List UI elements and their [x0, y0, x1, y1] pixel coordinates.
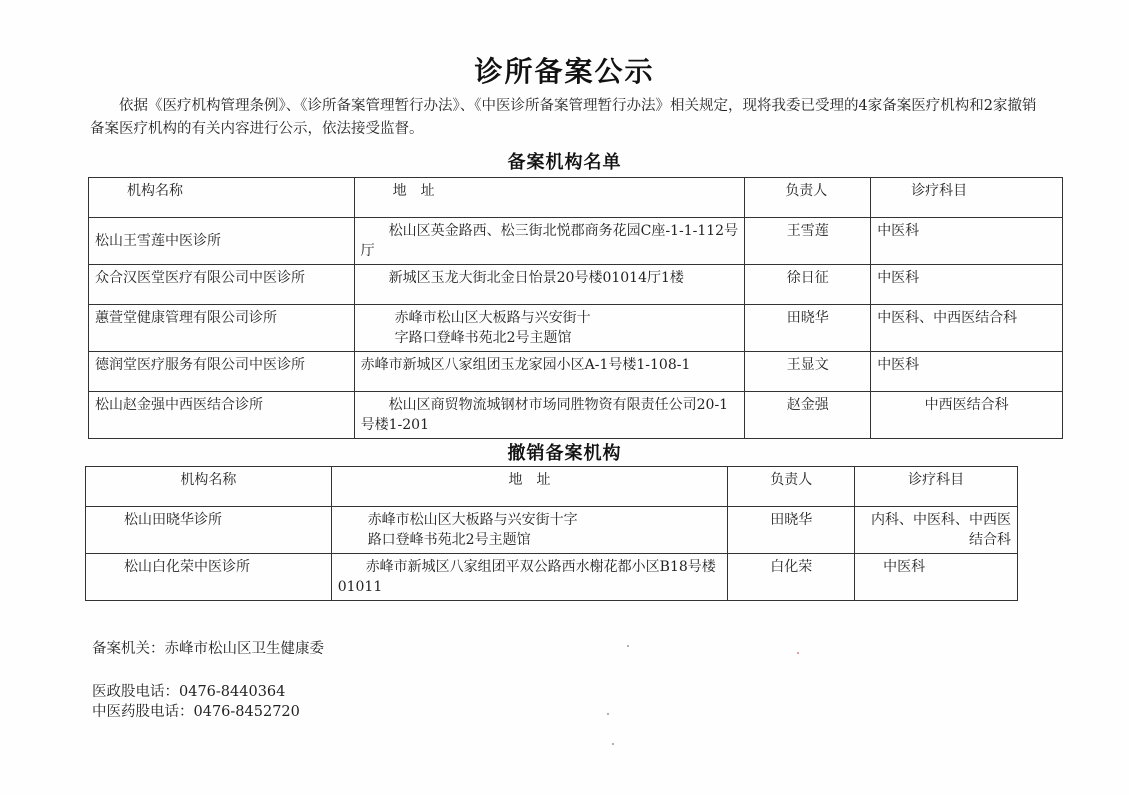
org-person: 徐日征 — [745, 265, 871, 305]
revoked-header-row — [86, 467, 1018, 507]
scan-speck — [607, 713, 609, 715]
org-person: 王雪莲 — [745, 218, 871, 265]
table-row — [89, 352, 1063, 392]
org-name: 松山王雪莲中医诊所 — [89, 218, 355, 265]
org-address: 松山区商贸物流城钢材市场同胜物资有限责任公司20-1号楼1-201 — [354, 392, 745, 439]
scan-speck — [612, 743, 614, 745]
revoked-section-title: 撤销备案机构 — [507, 443, 622, 464]
header-subjects: 诊疗科目 — [855, 467, 1018, 507]
phone-tcm: 中医药股电话：0476-8452720 — [92, 704, 300, 720]
header-address: 地 址 — [331, 467, 728, 507]
org-subjects: 中医科 — [871, 352, 1063, 392]
org-address: 赤峰市松山区大板路与兴安街十字路口登峰书苑北2号主题馆 — [331, 507, 728, 554]
table-row — [89, 265, 1063, 305]
filed-section-title: 备案机构名单 — [507, 152, 622, 173]
org-name: 德润堂医疗服务有限公司中医诊所 — [89, 352, 355, 392]
org-subjects: 中医科 — [871, 218, 1063, 265]
org-address: 新城区玉龙大街北金日怡景20号楼01014厅1楼 — [354, 265, 745, 305]
header-name: 机构名称 — [86, 467, 332, 507]
org-person: 王显文 — [745, 352, 871, 392]
header-person: 负责人 — [745, 178, 871, 218]
org-name: 松山田晓华诊所 — [86, 507, 332, 554]
org-person: 田晓华 — [728, 507, 855, 554]
org-name: 蕙萱堂健康管理有限公司诊所 — [89, 305, 355, 352]
intro-paragraph: 依据《医疗机构管理条例》、《诊所备案管理暂行办法》、《中医诊所备案管理暂行办法》相关规定，现将我委已受理的4家备案医疗机构和2家撤销备案医疗机构的有关内容进行公示，依法接受监督。 — [90, 98, 1037, 137]
org-person: 赵金强 — [745, 392, 871, 439]
org-address: 赤峰市新城区八家组团玉龙家园小区A-1号楼1-108-1 — [354, 352, 745, 392]
header-person: 负责人 — [728, 467, 855, 507]
org-subjects: 中医科 — [871, 265, 1063, 305]
table-row — [89, 218, 1063, 265]
org-subjects: 中医科 — [855, 554, 1018, 601]
scan-speck — [627, 645, 629, 647]
org-name: 松山白化荣中医诊所 — [86, 554, 332, 601]
org-address: 赤峰市新城区八家组团平双公路西水榭花都小区B18号楼01011 — [331, 554, 728, 601]
table-row — [86, 554, 1018, 601]
org-address: 赤峰市松山区大板路与兴安街十字路口登峰书苑北2号主题馆 — [354, 305, 745, 352]
table-row — [89, 305, 1063, 352]
header-address: 地 址 — [354, 178, 745, 218]
org-address: 松山区英金路西、松三街北悦郡商务花园C座-1-1-112号厅 — [354, 218, 745, 265]
filing-agency: 备案机关：赤峰市松山区卫生健康委 — [92, 641, 324, 657]
table-row — [89, 392, 1063, 439]
org-person: 田晓华 — [745, 305, 871, 352]
page-title: 诊所备案公示 — [474, 55, 655, 88]
org-name: 众合汉医堂医疗有限公司中医诊所 — [89, 265, 355, 305]
org-subjects: 中西医结合科 — [871, 392, 1063, 439]
header-name: 机构名称 — [89, 178, 355, 218]
org-subjects: 中医科、中西医结合科 — [871, 305, 1063, 352]
revoked-table — [85, 466, 1018, 601]
org-name: 松山赵金强中西医结合诊所 — [89, 392, 355, 439]
phone-medical-admin: 医政股电话：0476-8440364 — [92, 684, 286, 700]
filed-table — [88, 177, 1063, 439]
org-person: 白化荣 — [728, 554, 855, 601]
table-row — [86, 507, 1018, 554]
filed-header-row — [89, 178, 1063, 218]
org-subjects: 内科、中医科、中西医结合科 — [855, 507, 1018, 554]
scan-speck — [797, 652, 799, 654]
header-subjects: 诊疗科目 — [871, 178, 1063, 218]
